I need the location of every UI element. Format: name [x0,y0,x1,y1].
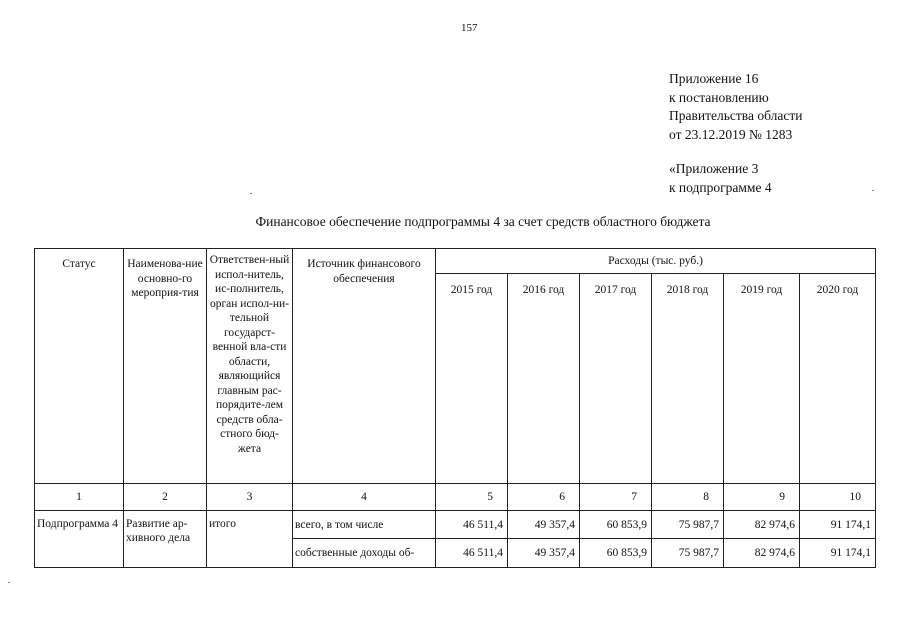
appendix-line: Приложение 16 [669,71,759,86]
column-number: 1 [35,484,124,511]
row-value: 46 511,4 [436,511,508,539]
column-number: 4 [293,484,436,511]
header-expenses: Расходы (тыс. руб.) [436,249,876,274]
sub-appendix-line: к подпрограмме 4 [669,179,772,195]
column-number: 2 [124,484,207,511]
header-executor: Ответствен-ный испол-нитель, ис-полнитель, орган испол-ни-тельной государст-венной вла-сти области, являющийся главным рас-порядите-лем средств обла-стного бюд-жета [207,249,293,484]
header-year: 2017 год [580,274,652,484]
header-year: 2016 год [508,274,580,484]
scan-speck [872,190,874,191]
header-year: 2018 год [652,274,724,484]
header-row [35,249,876,274]
row-value: 91 174,1 [800,511,876,539]
scan-speck [250,193,252,194]
column-number: 8 [652,484,724,511]
row-value: 75 987,7 [652,539,724,568]
row-value: 60 853,9 [580,539,652,568]
column-number: 7 [580,484,652,511]
column-number-row [35,484,876,511]
row-status: Подпрограмма 4 [35,511,124,568]
appendix-block [669,70,802,144]
header-year: 2015 год [436,274,508,484]
row-value: 46 511,4 [436,539,508,568]
document-title: Финансовое обеспечение подпрограммы 4 за счет средств областного бюджета [255,214,711,229]
row-source: собственные доходы об- [293,539,436,568]
appendix-line: Правительства области [669,108,803,123]
row-value: 82 974,6 [724,539,800,568]
scan-speck [8,582,10,583]
header-status: Статус [35,249,124,484]
table-row [35,511,876,539]
sub-appendix-block [669,160,772,197]
header-year: 2019 год [724,274,800,484]
sub-appendix-line: «Приложение 3 [669,161,759,176]
column-number: 10 [800,484,876,511]
column-number: 5 [436,484,508,511]
row-value: 82 974,6 [724,511,800,539]
header-name: Наименова-ние основно-го мероприя-тия [124,249,207,484]
row-source: всего, в том числе [293,511,436,539]
header-source: Источник финансового обеспечения [293,249,436,484]
column-number: 6 [508,484,580,511]
column-number: 9 [724,484,800,511]
header-year: 2020 год [800,274,876,484]
appendix-line: к постановлению [669,89,769,105]
row-value: 49 357,4 [508,511,580,539]
column-number: 3 [207,484,293,511]
row-value: 75 987,7 [652,511,724,539]
appendix-line: от 23.12.2019 № 1283 [669,126,793,142]
row-executor: итого [207,511,293,568]
financing-table [34,248,876,568]
row-value: 49 357,4 [508,539,580,568]
row-value: 60 853,9 [580,511,652,539]
page-number: 157 [461,22,478,34]
row-name: Развитие ар-хивного дела [124,511,207,568]
row-value: 91 174,1 [800,539,876,568]
